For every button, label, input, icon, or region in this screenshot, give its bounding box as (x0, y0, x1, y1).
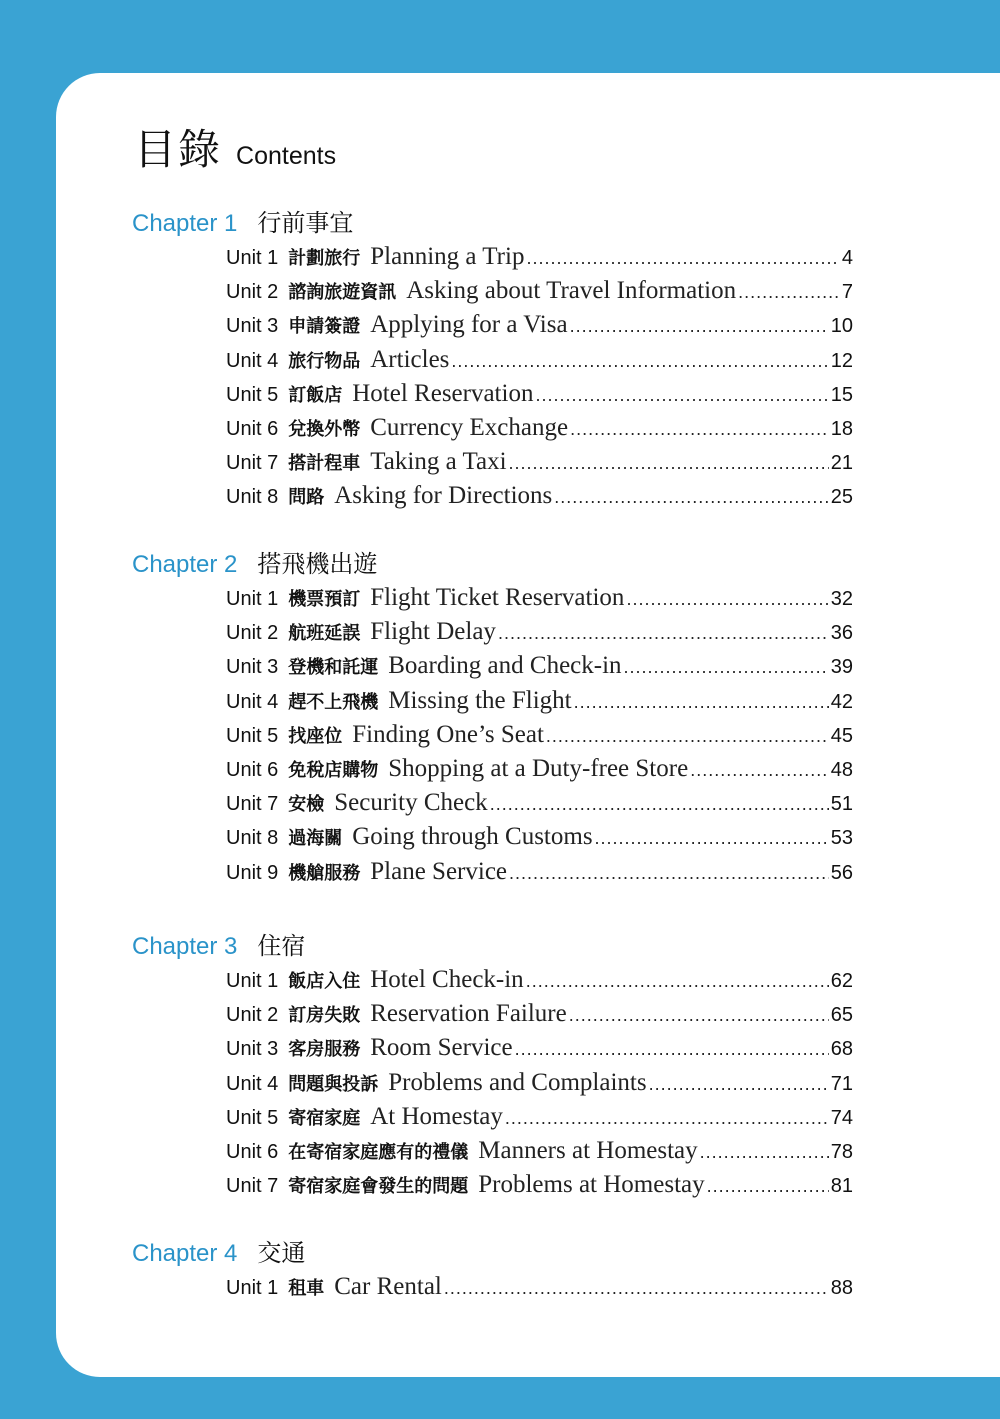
toc-entry[interactable] (226, 584, 853, 618)
dot-leader (509, 453, 829, 474)
unit-label: Unit 1 (226, 1277, 279, 1299)
unit-title-zh: 機票預訂 (288, 589, 361, 610)
toc-entry[interactable] (226, 618, 853, 652)
unit-title-en: Articles (370, 345, 450, 373)
chapter-label: Chapter 1 (132, 210, 238, 237)
dot-leader (574, 692, 829, 713)
page-title (134, 117, 336, 177)
unit-title-en: Taking a Taxi (370, 448, 507, 476)
dot-leader (526, 971, 829, 992)
dot-leader (624, 657, 829, 678)
unit-title-zh: 過海關 (288, 828, 343, 850)
dot-leader (451, 351, 828, 372)
unit-label: Unit 7 (226, 793, 279, 816)
page-number: 56 (830, 861, 853, 884)
unit-label: Unit 1 (226, 247, 279, 269)
dot-leader (626, 589, 828, 610)
unit-label: Unit 7 (226, 1175, 279, 1198)
chapter-label: Chapter 4 (132, 1240, 238, 1267)
dot-leader (569, 1005, 829, 1026)
chapter-heading (132, 544, 377, 579)
unit-title-en: Currency Exchange (370, 414, 569, 441)
unit-title-en: Finding One’s Seat (352, 720, 544, 748)
chapter-title: 行前事宜 (257, 209, 354, 237)
unit-title-en: Car Rental (334, 1273, 442, 1300)
unit-title-en: Boarding and Check-in (388, 652, 622, 680)
dot-leader (700, 1142, 829, 1163)
dot-leader (570, 419, 829, 440)
unit-title-en: Hotel Check-in (370, 966, 524, 993)
dot-leader (515, 1039, 829, 1060)
dot-leader (554, 487, 828, 508)
unit-title-zh: 免稅店購物 (288, 760, 379, 781)
unit-title-zh: 計劃旅行 (288, 248, 361, 269)
page-number: 45 (830, 724, 853, 747)
unit-title-zh: 安檢 (288, 794, 325, 816)
dot-leader (595, 828, 829, 849)
unit-title-zh: 寄宿家庭會發生的問題 (288, 1176, 469, 1198)
toc-entry[interactable] (226, 858, 853, 892)
dot-leader (526, 248, 839, 269)
unit-title-zh: 飯店入住 (288, 971, 361, 992)
toc-entry[interactable] (226, 1000, 853, 1034)
page-number: 7 (841, 281, 853, 304)
unit-title-zh: 旅行物品 (288, 350, 361, 372)
unit-title-zh: 在寄宿家庭應有的禮儀 (288, 1142, 469, 1163)
title-zh: 目錄 (134, 125, 223, 174)
toc-entry[interactable] (226, 1034, 853, 1068)
page-number: 4 (841, 247, 853, 269)
page-number: 81 (830, 1175, 853, 1198)
unit-title-en: Going through Customs (352, 823, 593, 851)
unit-title-zh: 趕不上飛機 (288, 691, 379, 713)
unit-title-zh: 機艙服務 (288, 862, 361, 884)
unit-label: Unit 1 (226, 588, 279, 610)
page-number: 32 (830, 588, 853, 610)
page-number: 18 (830, 418, 853, 440)
unit-title-zh: 諮詢旅遊資訊 (288, 282, 397, 304)
page-number: 15 (830, 383, 853, 406)
unit-title-zh: 問路 (288, 487, 325, 509)
contents-page (56, 73, 1000, 1377)
chapter-title: 交通 (257, 1239, 306, 1267)
unit-title-en: At Homestay (370, 1102, 503, 1130)
page-number: 65 (830, 1004, 853, 1027)
unit-title-zh: 申請簽證 (288, 316, 361, 338)
toc-entry[interactable] (226, 652, 853, 686)
toc-entry[interactable] (226, 482, 853, 516)
unit-label: Unit 4 (226, 690, 279, 713)
dot-leader (546, 726, 829, 747)
unit-title-en: Planning a Trip (370, 243, 525, 270)
unit-label: Unit 6 (226, 759, 279, 781)
toc-entry[interactable] (226, 277, 853, 311)
dot-leader (535, 385, 828, 406)
page-number: 48 (830, 759, 853, 781)
chapter-heading (132, 203, 353, 238)
unit-title-en: Problems and Complaints (388, 1068, 647, 1096)
unit-label: Unit 1 (226, 970, 279, 992)
title-en: Contents (236, 142, 337, 170)
toc-entry[interactable] (226, 311, 853, 345)
unit-title-en: Shopping at a Duty-free Store (388, 755, 689, 782)
unit-label: Unit 8 (226, 827, 279, 850)
toc-entry[interactable] (226, 823, 853, 857)
page-number: 62 (830, 970, 853, 992)
unit-label: Unit 6 (226, 1141, 279, 1163)
page-number: 68 (830, 1038, 853, 1061)
page-number: 78 (830, 1141, 853, 1163)
page-number: 21 (830, 452, 853, 475)
toc-entry[interactable] (226, 966, 853, 1000)
unit-title-en: Security Check (334, 789, 488, 817)
unit-label: Unit 7 (226, 452, 279, 475)
toc-entry[interactable] (226, 1103, 853, 1137)
toc-entry[interactable] (226, 448, 853, 482)
unit-label: Unit 5 (226, 1106, 279, 1129)
chapter-heading (132, 926, 305, 961)
unit-label: Unit 9 (226, 861, 279, 884)
unit-title-en: Plane Service (370, 857, 508, 885)
chapter-heading (132, 1233, 305, 1268)
page-number: 12 (830, 349, 853, 372)
page-number: 71 (830, 1072, 853, 1095)
unit-title-zh: 租車 (288, 1278, 325, 1299)
unit-title-zh: 登機和託運 (288, 657, 379, 679)
unit-label: Unit 2 (226, 281, 279, 304)
chapter-title: 搭飛機出遊 (257, 550, 378, 578)
unit-title-en: Room Service (370, 1034, 513, 1062)
dot-leader (738, 282, 840, 303)
unit-title-en: Missing the Flight (388, 686, 572, 714)
unit-title-zh: 訂房失敗 (288, 1005, 361, 1027)
dot-leader (649, 1074, 829, 1095)
unit-title-en: Reservation Failure (370, 1000, 567, 1028)
dot-leader (490, 794, 829, 815)
unit-label: Unit 5 (226, 724, 279, 747)
unit-title-zh: 問題與投訴 (288, 1073, 379, 1095)
unit-title-en: Flight Ticket Reservation (370, 584, 625, 611)
unit-title-en: Asking about Travel Information (406, 277, 737, 305)
chapter-title: 住宿 (257, 932, 306, 960)
unit-title-en: Manners at Homestay (478, 1137, 698, 1164)
unit-title-zh: 訂飯店 (288, 384, 343, 406)
page-number: 42 (830, 690, 853, 713)
toc-entry[interactable] (226, 380, 853, 414)
page-number: 88 (830, 1277, 853, 1299)
unit-label: Unit 3 (226, 656, 279, 679)
unit-title-en: Problems at Homestay (478, 1171, 705, 1199)
unit-label: Unit 5 (226, 383, 279, 406)
chapter-label: Chapter 2 (132, 551, 238, 578)
unit-title-en: Flight Delay (370, 618, 496, 646)
unit-title-en: Hotel Reservation (352, 379, 534, 407)
toc-entry[interactable] (226, 243, 853, 277)
unit-label: Unit 2 (226, 1004, 279, 1027)
page-number: 74 (830, 1106, 853, 1129)
chapter-label: Chapter 3 (132, 933, 238, 960)
unit-title-zh: 寄宿家庭 (288, 1107, 361, 1129)
page-number: 53 (830, 827, 853, 850)
toc-entry[interactable] (226, 789, 853, 823)
toc-entry[interactable] (226, 1069, 853, 1103)
page-number: 25 (830, 486, 853, 509)
unit-label: Unit 8 (226, 486, 279, 509)
unit-title-en: Applying for a Visa (370, 311, 568, 339)
unit-label: Unit 6 (226, 418, 279, 440)
page-number: 39 (830, 656, 853, 679)
unit-title-zh: 航班延誤 (288, 623, 361, 645)
dot-leader (570, 316, 829, 337)
unit-label: Unit 4 (226, 349, 279, 372)
unit-title-en: Asking for Directions (334, 482, 553, 510)
toc-entry[interactable] (226, 1137, 853, 1171)
toc-entry[interactable] (226, 687, 853, 721)
toc-entry[interactable] (226, 755, 853, 789)
page-number: 36 (830, 622, 853, 645)
toc-entry[interactable] (226, 414, 853, 448)
dot-leader (690, 760, 829, 781)
toc-entry[interactable] (226, 721, 853, 755)
unit-title-zh: 兌換外幣 (288, 419, 361, 440)
dot-leader (509, 863, 829, 884)
unit-title-zh: 搭計程車 (288, 453, 361, 475)
unit-label: Unit 4 (226, 1072, 279, 1095)
toc-entry[interactable] (226, 1171, 853, 1205)
unit-title-zh: 客房服務 (288, 1039, 361, 1061)
dot-leader (498, 623, 829, 644)
unit-label: Unit 3 (226, 1038, 279, 1061)
toc-entry[interactable] (226, 346, 853, 380)
page-number: 10 (830, 315, 853, 338)
dot-leader (444, 1278, 829, 1299)
dot-leader (505, 1108, 829, 1129)
unit-title-zh: 找座位 (288, 725, 343, 747)
toc-entry[interactable] (226, 1273, 853, 1307)
page-number: 51 (830, 793, 853, 816)
unit-label: Unit 3 (226, 315, 279, 338)
unit-label: Unit 2 (226, 622, 279, 645)
dot-leader (707, 1176, 829, 1197)
